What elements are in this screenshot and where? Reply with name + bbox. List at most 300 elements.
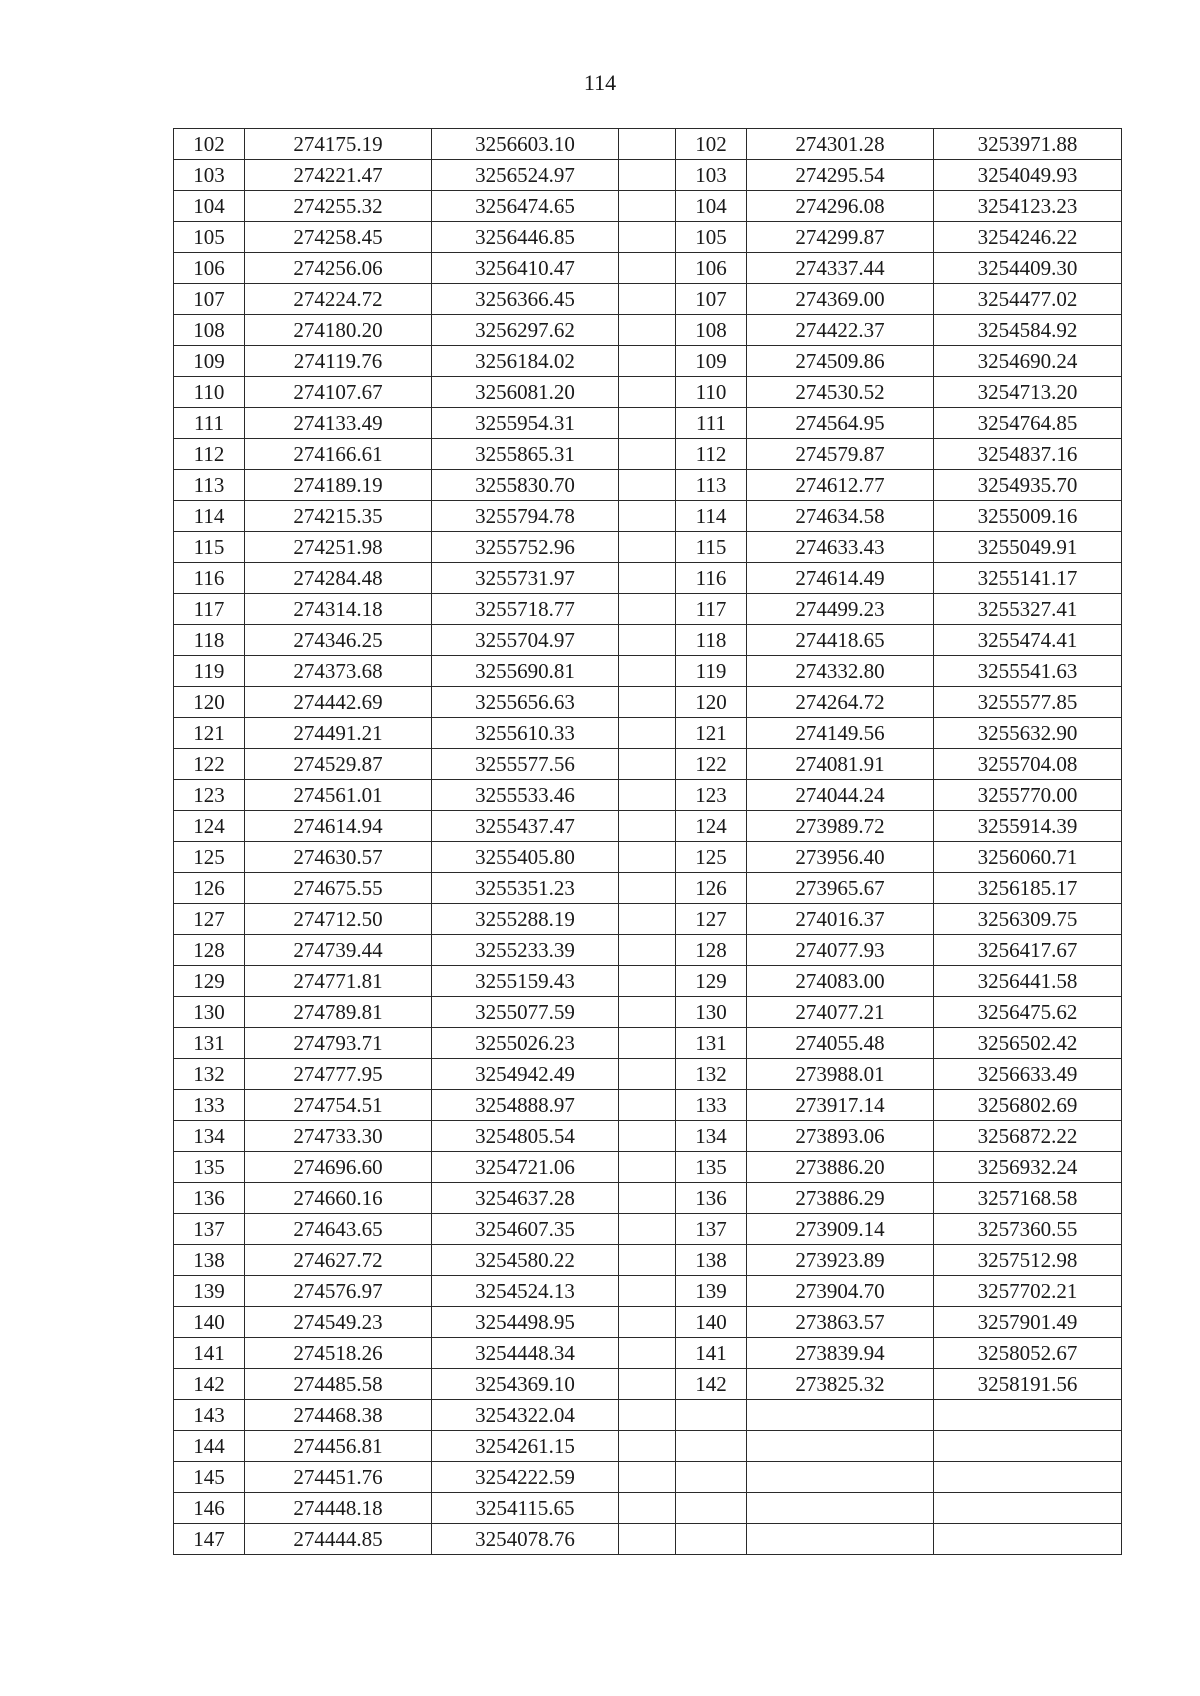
right-point-number-cell: 120 bbox=[676, 687, 747, 718]
right-x-coordinate-cell: 273893.06 bbox=[747, 1121, 934, 1152]
table-row bbox=[174, 1431, 1122, 1462]
table-row bbox=[174, 656, 1122, 687]
spacer-cell bbox=[619, 718, 676, 749]
spacer-cell bbox=[619, 1276, 676, 1307]
table-row bbox=[174, 842, 1122, 873]
spacer-cell bbox=[619, 687, 676, 718]
left-y-coordinate-cell: 3254580.22 bbox=[432, 1245, 619, 1276]
left-point-number-cell: 125 bbox=[174, 842, 245, 873]
right-point-number-cell: 138 bbox=[676, 1245, 747, 1276]
left-point-number-cell: 121 bbox=[174, 718, 245, 749]
right-y-coordinate-cell bbox=[934, 1462, 1122, 1493]
left-x-coordinate-cell: 274451.76 bbox=[245, 1462, 432, 1493]
left-x-coordinate-cell: 274175.19 bbox=[245, 129, 432, 160]
spacer-cell bbox=[619, 1400, 676, 1431]
left-y-coordinate-cell: 3255233.39 bbox=[432, 935, 619, 966]
right-y-coordinate-cell: 3256309.75 bbox=[934, 904, 1122, 935]
left-point-number-cell: 143 bbox=[174, 1400, 245, 1431]
table-row bbox=[174, 315, 1122, 346]
table-row bbox=[174, 532, 1122, 563]
left-y-coordinate-cell: 3254888.97 bbox=[432, 1090, 619, 1121]
right-x-coordinate-cell: 273886.20 bbox=[747, 1152, 934, 1183]
left-y-coordinate-cell: 3255077.59 bbox=[432, 997, 619, 1028]
left-point-number-cell: 118 bbox=[174, 625, 245, 656]
left-point-number-cell: 104 bbox=[174, 191, 245, 222]
table-row bbox=[174, 1462, 1122, 1493]
right-y-coordinate-cell: 3255632.90 bbox=[934, 718, 1122, 749]
right-x-coordinate-cell: 273904.70 bbox=[747, 1276, 934, 1307]
left-y-coordinate-cell: 3254369.10 bbox=[432, 1369, 619, 1400]
left-y-coordinate-cell: 3255794.78 bbox=[432, 501, 619, 532]
left-x-coordinate-cell: 274696.60 bbox=[245, 1152, 432, 1183]
left-x-coordinate-cell: 274373.68 bbox=[245, 656, 432, 687]
table-row bbox=[174, 1214, 1122, 1245]
right-point-number-cell: 104 bbox=[676, 191, 747, 222]
left-x-coordinate-cell: 274630.57 bbox=[245, 842, 432, 873]
left-x-coordinate-cell: 274468.38 bbox=[245, 1400, 432, 1431]
spacer-cell bbox=[619, 780, 676, 811]
right-y-coordinate-cell: 3256802.69 bbox=[934, 1090, 1122, 1121]
right-y-coordinate-cell: 3257901.49 bbox=[934, 1307, 1122, 1338]
left-y-coordinate-cell: 3256184.02 bbox=[432, 346, 619, 377]
right-y-coordinate-cell: 3255770.00 bbox=[934, 780, 1122, 811]
left-y-coordinate-cell: 3255656.63 bbox=[432, 687, 619, 718]
right-point-number-cell: 136 bbox=[676, 1183, 747, 1214]
right-y-coordinate-cell: 3254246.22 bbox=[934, 222, 1122, 253]
right-point-number-cell: 122 bbox=[676, 749, 747, 780]
left-x-coordinate-cell: 274258.45 bbox=[245, 222, 432, 253]
left-x-coordinate-cell: 274561.01 bbox=[245, 780, 432, 811]
right-y-coordinate-cell: 3256475.62 bbox=[934, 997, 1122, 1028]
spacer-cell bbox=[619, 1524, 676, 1555]
right-point-number-cell bbox=[676, 1431, 747, 1462]
left-point-number-cell: 103 bbox=[174, 160, 245, 191]
left-x-coordinate-cell: 274576.97 bbox=[245, 1276, 432, 1307]
right-y-coordinate-cell: 3255049.91 bbox=[934, 532, 1122, 563]
table-row bbox=[174, 966, 1122, 997]
right-y-coordinate-cell bbox=[934, 1400, 1122, 1431]
right-y-coordinate-cell: 3254837.16 bbox=[934, 439, 1122, 470]
left-y-coordinate-cell: 3254222.59 bbox=[432, 1462, 619, 1493]
left-y-coordinate-cell: 3254637.28 bbox=[432, 1183, 619, 1214]
left-point-number-cell: 111 bbox=[174, 408, 245, 439]
right-point-number-cell: 111 bbox=[676, 408, 747, 439]
table-row bbox=[174, 1369, 1122, 1400]
left-y-coordinate-cell: 3255159.43 bbox=[432, 966, 619, 997]
right-x-coordinate-cell: 274614.49 bbox=[747, 563, 934, 594]
right-x-coordinate-cell bbox=[747, 1524, 934, 1555]
left-y-coordinate-cell: 3255026.23 bbox=[432, 1028, 619, 1059]
right-x-coordinate-cell bbox=[747, 1400, 934, 1431]
right-x-coordinate-cell: 274369.00 bbox=[747, 284, 934, 315]
right-y-coordinate-cell: 3256417.67 bbox=[934, 935, 1122, 966]
right-point-number-cell: 121 bbox=[676, 718, 747, 749]
right-x-coordinate-cell: 274295.54 bbox=[747, 160, 934, 191]
left-y-coordinate-cell: 3255752.96 bbox=[432, 532, 619, 563]
table-row bbox=[174, 904, 1122, 935]
right-y-coordinate-cell: 3256502.42 bbox=[934, 1028, 1122, 1059]
right-y-coordinate-cell bbox=[934, 1431, 1122, 1462]
left-point-number-cell: 134 bbox=[174, 1121, 245, 1152]
right-point-number-cell: 108 bbox=[676, 315, 747, 346]
left-y-coordinate-cell: 3254322.04 bbox=[432, 1400, 619, 1431]
spacer-cell bbox=[619, 563, 676, 594]
left-point-number-cell: 140 bbox=[174, 1307, 245, 1338]
left-y-coordinate-cell: 3254805.54 bbox=[432, 1121, 619, 1152]
table-row bbox=[174, 1028, 1122, 1059]
table-row bbox=[174, 625, 1122, 656]
left-point-number-cell: 144 bbox=[174, 1431, 245, 1462]
left-x-coordinate-cell: 274789.81 bbox=[245, 997, 432, 1028]
left-y-coordinate-cell: 3255288.19 bbox=[432, 904, 619, 935]
table-row bbox=[174, 470, 1122, 501]
left-point-number-cell: 145 bbox=[174, 1462, 245, 1493]
spacer-cell bbox=[619, 1090, 676, 1121]
right-x-coordinate-cell: 274301.28 bbox=[747, 129, 934, 160]
right-y-coordinate-cell: 3254764.85 bbox=[934, 408, 1122, 439]
table-row bbox=[174, 1090, 1122, 1121]
left-y-coordinate-cell: 3255351.23 bbox=[432, 873, 619, 904]
spacer-cell bbox=[619, 377, 676, 408]
right-point-number-cell: 125 bbox=[676, 842, 747, 873]
right-point-number-cell: 126 bbox=[676, 873, 747, 904]
left-point-number-cell: 129 bbox=[174, 966, 245, 997]
right-x-coordinate-cell: 274530.52 bbox=[747, 377, 934, 408]
left-x-coordinate-cell: 274221.47 bbox=[245, 160, 432, 191]
spacer-cell bbox=[619, 346, 676, 377]
right-point-number-cell: 110 bbox=[676, 377, 747, 408]
coordinates-table bbox=[173, 128, 1122, 1555]
left-x-coordinate-cell: 274739.44 bbox=[245, 935, 432, 966]
left-y-coordinate-cell: 3255577.56 bbox=[432, 749, 619, 780]
left-x-coordinate-cell: 274133.49 bbox=[245, 408, 432, 439]
right-x-coordinate-cell: 274044.24 bbox=[747, 780, 934, 811]
left-y-coordinate-cell: 3254078.76 bbox=[432, 1524, 619, 1555]
right-point-number-cell: 141 bbox=[676, 1338, 747, 1369]
right-y-coordinate-cell: 3256060.71 bbox=[934, 842, 1122, 873]
right-y-coordinate-cell bbox=[934, 1493, 1122, 1524]
left-x-coordinate-cell: 274529.87 bbox=[245, 749, 432, 780]
right-x-coordinate-cell: 274418.65 bbox=[747, 625, 934, 656]
spacer-cell bbox=[619, 873, 676, 904]
table-row bbox=[174, 1338, 1122, 1369]
right-y-coordinate-cell: 3254584.92 bbox=[934, 315, 1122, 346]
spacer-cell bbox=[619, 1431, 676, 1462]
table-row bbox=[174, 439, 1122, 470]
right-point-number-cell: 116 bbox=[676, 563, 747, 594]
right-point-number-cell: 105 bbox=[676, 222, 747, 253]
right-y-coordinate-cell: 3253971.88 bbox=[934, 129, 1122, 160]
table-row bbox=[174, 253, 1122, 284]
right-x-coordinate-cell: 273839.94 bbox=[747, 1338, 934, 1369]
left-x-coordinate-cell: 274119.76 bbox=[245, 346, 432, 377]
right-y-coordinate-cell: 3255474.41 bbox=[934, 625, 1122, 656]
right-point-number-cell: 117 bbox=[676, 594, 747, 625]
right-x-coordinate-cell: 273909.14 bbox=[747, 1214, 934, 1245]
spacer-cell bbox=[619, 997, 676, 1028]
right-point-number-cell: 119 bbox=[676, 656, 747, 687]
table-row bbox=[174, 718, 1122, 749]
right-x-coordinate-cell: 274332.80 bbox=[747, 656, 934, 687]
right-x-coordinate-cell: 273917.14 bbox=[747, 1090, 934, 1121]
spacer-cell bbox=[619, 1245, 676, 1276]
right-x-coordinate-cell: 274296.08 bbox=[747, 191, 934, 222]
left-point-number-cell: 102 bbox=[174, 129, 245, 160]
right-y-coordinate-cell: 3254690.24 bbox=[934, 346, 1122, 377]
right-x-coordinate-cell: 274016.37 bbox=[747, 904, 934, 935]
left-x-coordinate-cell: 274675.55 bbox=[245, 873, 432, 904]
left-point-number-cell: 116 bbox=[174, 563, 245, 594]
table-row bbox=[174, 1400, 1122, 1431]
left-y-coordinate-cell: 3255731.97 bbox=[432, 563, 619, 594]
left-point-number-cell: 107 bbox=[174, 284, 245, 315]
left-y-coordinate-cell: 3255610.33 bbox=[432, 718, 619, 749]
right-y-coordinate-cell: 3257168.58 bbox=[934, 1183, 1122, 1214]
right-x-coordinate-cell: 274633.43 bbox=[747, 532, 934, 563]
left-y-coordinate-cell: 3255405.80 bbox=[432, 842, 619, 873]
left-y-coordinate-cell: 3254498.95 bbox=[432, 1307, 619, 1338]
right-point-number-cell: 124 bbox=[676, 811, 747, 842]
left-point-number-cell: 113 bbox=[174, 470, 245, 501]
left-point-number-cell: 112 bbox=[174, 439, 245, 470]
left-x-coordinate-cell: 274777.95 bbox=[245, 1059, 432, 1090]
right-y-coordinate-cell: 3254935.70 bbox=[934, 470, 1122, 501]
left-point-number-cell: 136 bbox=[174, 1183, 245, 1214]
spacer-cell bbox=[619, 284, 676, 315]
right-x-coordinate-cell: 273988.01 bbox=[747, 1059, 934, 1090]
right-point-number-cell: 102 bbox=[676, 129, 747, 160]
left-y-coordinate-cell: 3256446.85 bbox=[432, 222, 619, 253]
right-point-number-cell: 112 bbox=[676, 439, 747, 470]
left-y-coordinate-cell: 3255865.31 bbox=[432, 439, 619, 470]
right-point-number-cell: 103 bbox=[676, 160, 747, 191]
left-point-number-cell: 138 bbox=[174, 1245, 245, 1276]
table-row bbox=[174, 1152, 1122, 1183]
right-x-coordinate-cell: 274083.00 bbox=[747, 966, 934, 997]
table-row bbox=[174, 1059, 1122, 1090]
right-y-coordinate-cell: 3255577.85 bbox=[934, 687, 1122, 718]
right-point-number-cell: 129 bbox=[676, 966, 747, 997]
left-point-number-cell: 147 bbox=[174, 1524, 245, 1555]
spacer-cell bbox=[619, 315, 676, 346]
left-x-coordinate-cell: 274549.23 bbox=[245, 1307, 432, 1338]
table-row bbox=[174, 1276, 1122, 1307]
spacer-cell bbox=[619, 1028, 676, 1059]
right-y-coordinate-cell: 3256441.58 bbox=[934, 966, 1122, 997]
left-y-coordinate-cell: 3256081.20 bbox=[432, 377, 619, 408]
left-y-coordinate-cell: 3254524.13 bbox=[432, 1276, 619, 1307]
right-point-number-cell: 132 bbox=[676, 1059, 747, 1090]
left-y-coordinate-cell: 3255437.47 bbox=[432, 811, 619, 842]
left-x-coordinate-cell: 274733.30 bbox=[245, 1121, 432, 1152]
left-y-coordinate-cell: 3255533.46 bbox=[432, 780, 619, 811]
right-x-coordinate-cell: 274579.87 bbox=[747, 439, 934, 470]
right-x-coordinate-cell: 273956.40 bbox=[747, 842, 934, 873]
left-point-number-cell: 110 bbox=[174, 377, 245, 408]
right-point-number-cell: 134 bbox=[676, 1121, 747, 1152]
left-point-number-cell: 106 bbox=[174, 253, 245, 284]
right-point-number-cell: 128 bbox=[676, 935, 747, 966]
right-point-number-cell bbox=[676, 1462, 747, 1493]
table-row bbox=[174, 284, 1122, 315]
left-x-coordinate-cell: 274224.72 bbox=[245, 284, 432, 315]
right-x-coordinate-cell: 274499.23 bbox=[747, 594, 934, 625]
right-y-coordinate-cell: 3254477.02 bbox=[934, 284, 1122, 315]
right-y-coordinate-cell: 3256633.49 bbox=[934, 1059, 1122, 1090]
left-x-coordinate-cell: 274346.25 bbox=[245, 625, 432, 656]
spacer-cell bbox=[619, 749, 676, 780]
left-point-number-cell: 128 bbox=[174, 935, 245, 966]
right-point-number-cell: 130 bbox=[676, 997, 747, 1028]
right-point-number-cell: 127 bbox=[676, 904, 747, 935]
table-row bbox=[174, 1524, 1122, 1555]
table-row bbox=[174, 1493, 1122, 1524]
table-row bbox=[174, 749, 1122, 780]
left-point-number-cell: 137 bbox=[174, 1214, 245, 1245]
right-x-coordinate-cell: 274634.58 bbox=[747, 501, 934, 532]
spacer-cell bbox=[619, 129, 676, 160]
right-point-number-cell: 123 bbox=[676, 780, 747, 811]
left-x-coordinate-cell: 274793.71 bbox=[245, 1028, 432, 1059]
table-row bbox=[174, 191, 1122, 222]
left-y-coordinate-cell: 3255718.77 bbox=[432, 594, 619, 625]
right-point-number-cell: 131 bbox=[676, 1028, 747, 1059]
right-y-coordinate-cell: 3255541.63 bbox=[934, 656, 1122, 687]
left-point-number-cell: 124 bbox=[174, 811, 245, 842]
right-point-number-cell: 139 bbox=[676, 1276, 747, 1307]
table-row bbox=[174, 408, 1122, 439]
left-point-number-cell: 120 bbox=[174, 687, 245, 718]
spacer-cell bbox=[619, 439, 676, 470]
right-y-coordinate-cell: 3258191.56 bbox=[934, 1369, 1122, 1400]
right-point-number-cell: 109 bbox=[676, 346, 747, 377]
spacer-cell bbox=[619, 594, 676, 625]
left-x-coordinate-cell: 274712.50 bbox=[245, 904, 432, 935]
right-x-coordinate-cell: 273863.57 bbox=[747, 1307, 934, 1338]
left-x-coordinate-cell: 274314.18 bbox=[245, 594, 432, 625]
left-y-coordinate-cell: 3256524.97 bbox=[432, 160, 619, 191]
left-y-coordinate-cell: 3255954.31 bbox=[432, 408, 619, 439]
left-x-coordinate-cell: 274771.81 bbox=[245, 966, 432, 997]
table-row bbox=[174, 1307, 1122, 1338]
left-x-coordinate-cell: 274107.67 bbox=[245, 377, 432, 408]
spacer-cell bbox=[619, 408, 676, 439]
right-y-coordinate-cell: 3254049.93 bbox=[934, 160, 1122, 191]
left-point-number-cell: 108 bbox=[174, 315, 245, 346]
spacer-cell bbox=[619, 625, 676, 656]
left-y-coordinate-cell: 3255704.97 bbox=[432, 625, 619, 656]
table-row bbox=[174, 687, 1122, 718]
left-point-number-cell: 122 bbox=[174, 749, 245, 780]
right-y-coordinate-cell: 3257702.21 bbox=[934, 1276, 1122, 1307]
right-x-coordinate-cell bbox=[747, 1493, 934, 1524]
table-row bbox=[174, 129, 1122, 160]
right-y-coordinate-cell: 3254713.20 bbox=[934, 377, 1122, 408]
right-point-number-cell: 115 bbox=[676, 532, 747, 563]
right-y-coordinate-cell: 3257512.98 bbox=[934, 1245, 1122, 1276]
spacer-cell bbox=[619, 966, 676, 997]
right-x-coordinate-cell: 274055.48 bbox=[747, 1028, 934, 1059]
left-x-coordinate-cell: 274660.16 bbox=[245, 1183, 432, 1214]
table-row bbox=[174, 1245, 1122, 1276]
left-x-coordinate-cell: 274643.65 bbox=[245, 1214, 432, 1245]
spacer-cell bbox=[619, 1152, 676, 1183]
spacer-cell bbox=[619, 842, 676, 873]
spacer-cell bbox=[619, 811, 676, 842]
right-y-coordinate-cell: 3256185.17 bbox=[934, 873, 1122, 904]
right-x-coordinate-cell: 274337.44 bbox=[747, 253, 934, 284]
table-row bbox=[174, 1183, 1122, 1214]
right-y-coordinate-cell: 3255914.39 bbox=[934, 811, 1122, 842]
spacer-cell bbox=[619, 470, 676, 501]
right-y-coordinate-cell: 3255704.08 bbox=[934, 749, 1122, 780]
spacer-cell bbox=[619, 904, 676, 935]
left-point-number-cell: 114 bbox=[174, 501, 245, 532]
right-y-coordinate-cell: 3254409.30 bbox=[934, 253, 1122, 284]
left-x-coordinate-cell: 274166.61 bbox=[245, 439, 432, 470]
left-point-number-cell: 115 bbox=[174, 532, 245, 563]
right-point-number-cell bbox=[676, 1400, 747, 1431]
left-x-coordinate-cell: 274518.26 bbox=[245, 1338, 432, 1369]
left-point-number-cell: 117 bbox=[174, 594, 245, 625]
left-x-coordinate-cell: 274491.21 bbox=[245, 718, 432, 749]
spacer-cell bbox=[619, 1183, 676, 1214]
left-point-number-cell: 135 bbox=[174, 1152, 245, 1183]
left-point-number-cell: 139 bbox=[174, 1276, 245, 1307]
right-x-coordinate-cell: 274264.72 bbox=[747, 687, 934, 718]
table-row bbox=[174, 811, 1122, 842]
left-point-number-cell: 132 bbox=[174, 1059, 245, 1090]
spacer-cell bbox=[619, 1121, 676, 1152]
table-row bbox=[174, 935, 1122, 966]
right-point-number-cell bbox=[676, 1493, 747, 1524]
left-x-coordinate-cell: 274251.98 bbox=[245, 532, 432, 563]
right-y-coordinate-cell: 3255009.16 bbox=[934, 501, 1122, 532]
right-point-number-cell: 133 bbox=[676, 1090, 747, 1121]
left-point-number-cell: 133 bbox=[174, 1090, 245, 1121]
left-y-coordinate-cell: 3256366.45 bbox=[432, 284, 619, 315]
right-y-coordinate-cell bbox=[934, 1524, 1122, 1555]
right-x-coordinate-cell: 274299.87 bbox=[747, 222, 934, 253]
left-x-coordinate-cell: 274754.51 bbox=[245, 1090, 432, 1121]
left-x-coordinate-cell: 274256.06 bbox=[245, 253, 432, 284]
left-y-coordinate-cell: 3254115.65 bbox=[432, 1493, 619, 1524]
left-point-number-cell: 130 bbox=[174, 997, 245, 1028]
right-x-coordinate-cell: 273923.89 bbox=[747, 1245, 934, 1276]
left-y-coordinate-cell: 3254448.34 bbox=[432, 1338, 619, 1369]
right-x-coordinate-cell: 274509.86 bbox=[747, 346, 934, 377]
left-x-coordinate-cell: 274614.94 bbox=[245, 811, 432, 842]
spacer-cell bbox=[619, 253, 676, 284]
table-row bbox=[174, 563, 1122, 594]
right-x-coordinate-cell: 274612.77 bbox=[747, 470, 934, 501]
left-y-coordinate-cell: 3254607.35 bbox=[432, 1214, 619, 1245]
left-x-coordinate-cell: 274485.58 bbox=[245, 1369, 432, 1400]
right-point-number-cell: 107 bbox=[676, 284, 747, 315]
left-y-coordinate-cell: 3254261.15 bbox=[432, 1431, 619, 1462]
right-point-number-cell: 118 bbox=[676, 625, 747, 656]
right-x-coordinate-cell: 274422.37 bbox=[747, 315, 934, 346]
spacer-cell bbox=[619, 1307, 676, 1338]
table-row bbox=[174, 222, 1122, 253]
left-point-number-cell: 119 bbox=[174, 656, 245, 687]
left-point-number-cell: 127 bbox=[174, 904, 245, 935]
table-row bbox=[174, 997, 1122, 1028]
right-x-coordinate-cell: 274077.93 bbox=[747, 935, 934, 966]
right-point-number-cell: 113 bbox=[676, 470, 747, 501]
left-x-coordinate-cell: 274284.48 bbox=[245, 563, 432, 594]
right-y-coordinate-cell: 3256932.24 bbox=[934, 1152, 1122, 1183]
